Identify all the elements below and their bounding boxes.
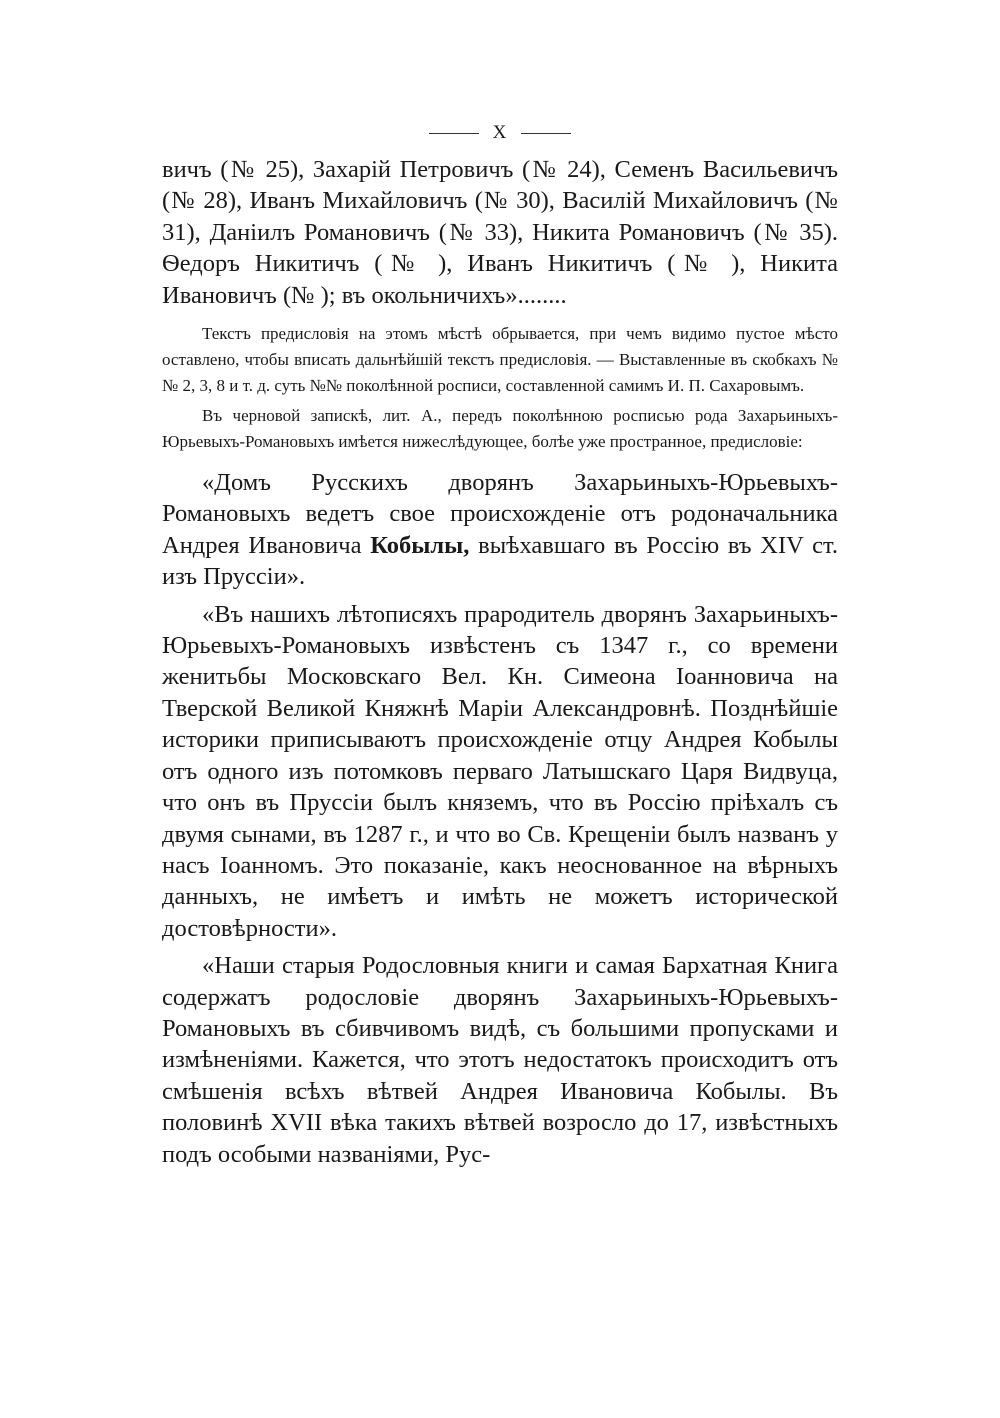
page-header: [162, 120, 838, 146]
top-paragraph: вичъ (№ 25), Захарій Петровичъ (№ 24), Семенъ Васильевичъ (№ 28), Иванъ Михайловичъ (№ 30), Василій Михайловичъ (№ 31), Даніилъ Романовичъ (№ 33), Никита Романовичъ (№ 35). Ѳедоръ Никитичъ (№ ), Иванъ Никитичъ (№ ), Никита Ивановичъ (№ ); въ окольничихъ»........: [162, 156, 838, 309]
paragraph-1-text-a: «Домъ Русскихъ дворянъ Захарьиныхъ-Юрьевыхъ-Романовыхъ ведетъ свое происхожденіе отъ родоначальника Андрея Ивановича: [162, 469, 838, 559]
paragraph-1: [162, 467, 838, 593]
paragraph-1-bold: Кобылы,: [370, 531, 470, 559]
paragraph-3: «Наши старыя Родословныя книги и самая Бархатная Книга содержатъ родословіе дворянъ Захарьиныхъ-Юрьевыхъ-Романовыхъ въ сбивчивомъ видѣ, съ большими пропусками и измѣненіями. Кажется, что этотъ недостатокъ происходитъ отъ смѣшенія всѣхъ вѣтвей Андрея Ивановича Кобылы. Въ половинѣ XVII вѣка такихъ вѣтвей возросло до 17, извѣстныхъ подъ особыми названіями, Рус-: [162, 952, 838, 1168]
header-rule-right: [521, 133, 571, 134]
header-rule-left: [429, 133, 479, 134]
paragraph-1-text-b: выѣхавшаго въ Россію въ XIV ст. изъ Пруссіи».: [162, 531, 838, 591]
page: [162, 120, 838, 1176]
page-number: X: [492, 122, 508, 143]
editor-note-1: Текстъ предисловія на этомъ мѣстѣ обрывается, при чемъ видимо пустое мѣсто оставлено, чтобы вписать дальнѣйшій текстъ предисловія. — Выставленные въ скобкахъ №№ 2, 3, 8 и т. д. суть №№ поколѣнной росписи, составленной самимъ И. П. Сахаровымъ.: [162, 324, 838, 396]
paragraph-2: «Въ нашихъ лѣтописяхъ прародитель дворянъ Захарьиныхъ-Юрьевыхъ-Романовыхъ извѣстенъ съ 1347 г., со времени женитьбы Московскаго Вел. Кн. Симеона Іоанновича на Тверской Великой Княжнѣ Маріи Александровнѣ. Позднѣйшіе историки приписываютъ происхожденіе отцу Андрея Кобылы отъ одного изъ потомковъ перваго Латышскаго Царя Видвуца, что онъ въ Пруссіи былъ княземъ, что въ Россію пріѣхалъ съ двумя сынами, въ 1287 г., и что во Св. Крещеніи былъ названъ у насъ Іоанномъ. Это показаніе, какъ неоснованное на вѣрныхъ данныхъ, не имѣетъ и имѣть не можетъ исторической достовѣрности».: [162, 600, 838, 942]
editor-note-2: Въ черновой запискѣ, лит. А., передъ поколѣнною росписью рода Захарьиныхъ-Юрьевыхъ-Романовыхъ имѣется нижеслѣдующее, болѣе уже пространное, предисловіе:: [162, 406, 838, 452]
